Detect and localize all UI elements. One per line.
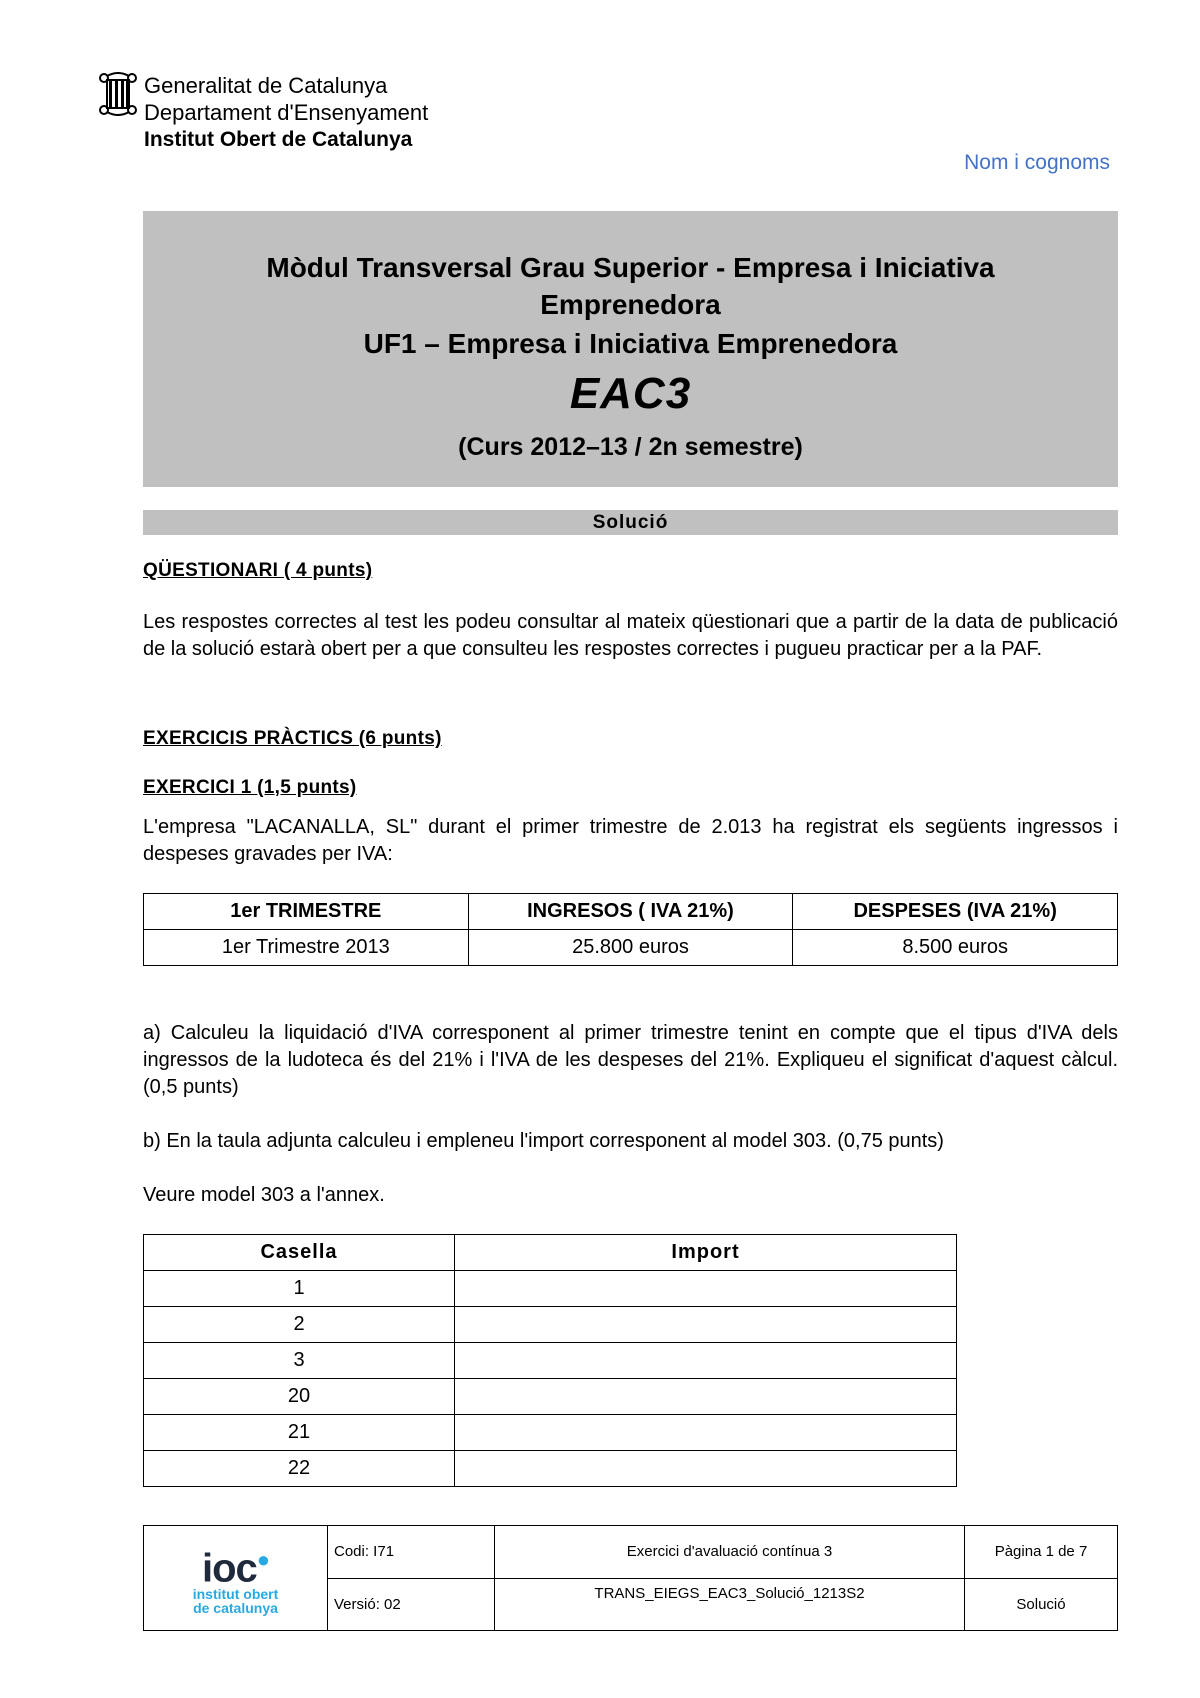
table-row [144,1343,957,1379]
footer-page: Pàgina 1 de 7 [965,1526,1118,1579]
table-header: 1er TRIMESTRE [144,894,469,930]
questionnaire-heading: QÜESTIONARI ( 4 punts) [143,560,373,581]
casella-number: 2 [144,1307,455,1343]
import-cell[interactable] [455,1271,957,1307]
table-row [144,1379,957,1415]
import-cell[interactable] [455,1451,957,1487]
table-header: Import [455,1235,957,1271]
import-cell[interactable] [455,1415,957,1451]
table-row [144,1415,957,1451]
ioc-logo-sub2: de catalunya [193,1600,278,1617]
footer-code: Codi: I71 [328,1526,495,1579]
unit-title: UF1 – Empresa i Iniciativa Emprenedora [363,328,898,359]
import-cell[interactable] [455,1307,957,1343]
table-header-row [144,1235,957,1271]
ioc-logo [144,1526,328,1631]
table-cell: 1er Trimestre 2013 [144,930,469,966]
exercise-code: EAC3 [569,369,692,418]
casella-table [143,1234,957,1487]
title-box [143,211,1118,487]
import-cell[interactable] [455,1379,957,1415]
exercise1-intro: L'empresa "LACANALLA, SL" durant el primer trimestre de 2.013 ha registrat els següents ingressos i despeses gravades per IVA: [143,816,1118,865]
see-annex: Veure model 303 a l'annex. [143,1184,385,1206]
question-a: a) Calculeu la liquidació d'IVA corresponent al primer trimestre tenint en compte que el tipus d'IVA dels ingressos de la ludoteca és del 21% i l'IVA de les despeses del 21%. Expliqueu el significat d'aquest càlcul. (0,5 punts) [143,1022,1118,1098]
import-cell[interactable] [455,1343,957,1379]
module-title: Mòdul Transversal Grau Superior - Empresa i Iniciativa Emprenedora [266,252,995,320]
exercise1-heading: EXERCICI 1 (1,5 punts) [143,777,357,798]
casella-number: 3 [144,1343,455,1379]
table-header: INGRESOS ( IVA 21%) [468,894,793,930]
course-label: (Curs 2012–13 / 2n semestre) [458,433,803,461]
table-row [144,1451,957,1487]
footer-filename: TRANS_EIEGS_EAC3_Solució_1213S2 [495,1578,965,1631]
generalitat-emblem-icon [97,72,139,116]
solution-bar: Solució [143,510,1118,535]
question-b: b) En la taula adjunta calculeu i empleneu l'import corresponent al model 303. (0,75 punts) [143,1130,944,1152]
header-line-1: Generalitat de Catalunya [144,73,388,98]
questionnaire-text: Les respostes correctes al test les podeu consultar al mateix qüestionari que a partir de la data de publicació de la solució estarà obert per a que consulteu les respostes correctes i pugueu practicar per a la PAF. [143,611,1118,660]
casella-number: 21 [144,1415,455,1451]
institution-header [144,72,428,153]
institution-name: Institut Obert de Catalunya [144,128,413,151]
table-header-row [144,894,1118,930]
table-cell: 8.500 euros [793,930,1118,966]
table-header: DESPESES (IVA 21%) [793,894,1118,930]
footer-table [143,1525,1118,1631]
ioc-logo-sub1: institut obert [192,1586,279,1603]
table-row [144,1307,957,1343]
ioc-logo-word: ioc● [201,1546,270,1591]
table-header: Casella [144,1235,455,1271]
table-cell: 25.800 euros [468,930,793,966]
footer-version: Versió: 02 [328,1578,495,1631]
casella-number: 22 [144,1451,455,1487]
casella-number: 20 [144,1379,455,1415]
footer-type: Solució [965,1578,1118,1631]
quarter-table [143,893,1118,966]
student-name-field: Nom i cognoms [964,151,1110,174]
table-row [144,1271,957,1307]
footer-exercise: Exercici d'avaluació contínua 3 [495,1526,965,1579]
practical-heading: EXERCICIS PRÀCTICS (6 punts) [143,728,442,749]
casella-number: 1 [144,1271,455,1307]
table-row [144,930,1118,966]
header-line-2: Departament d'Ensenyament [144,100,429,125]
